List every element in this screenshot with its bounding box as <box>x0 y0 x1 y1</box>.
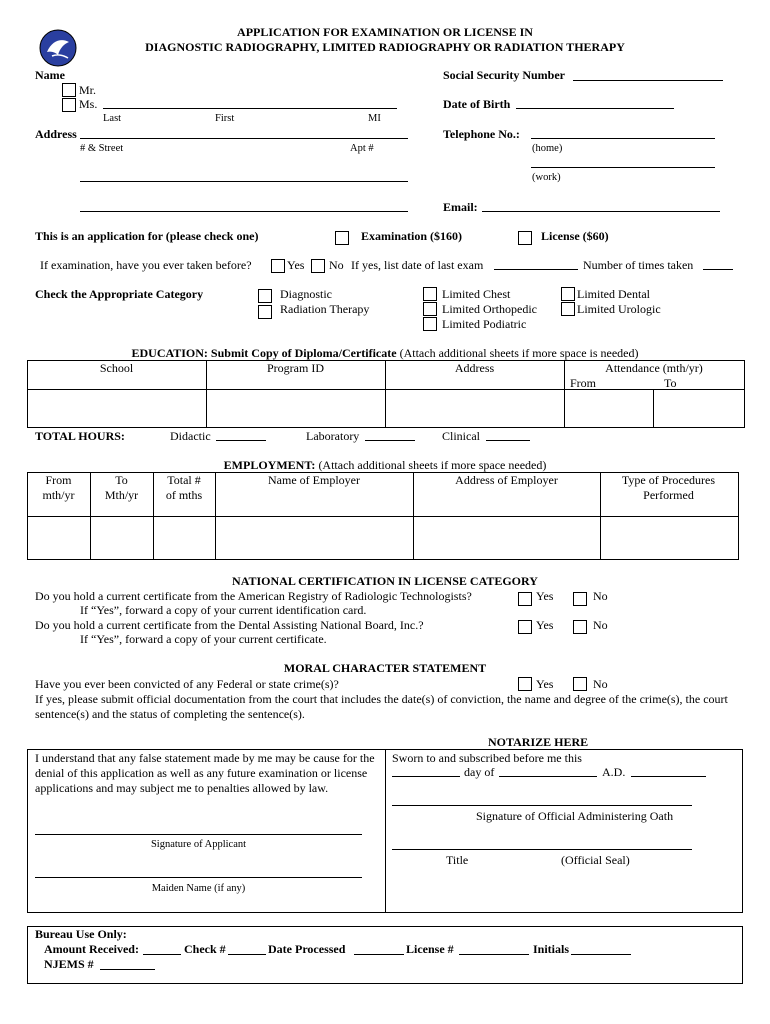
arrt-note: If “Yes”, forward a copy of your current identification card. <box>80 603 367 617</box>
radiation-therapy-label: Radiation Therapy <box>280 302 370 316</box>
name-label: Name <box>35 68 65 82</box>
limited-chest-label: Limited Chest <box>442 287 511 301</box>
sworn-text: Sworn to and subscribed before me this <box>392 751 582 765</box>
education-to-cell[interactable] <box>654 390 742 426</box>
employment-procedures-cell[interactable] <box>601 517 736 558</box>
danb-yes-label: Yes <box>536 618 554 632</box>
check-number-field[interactable] <box>228 954 266 955</box>
last-exam-date-field[interactable] <box>494 269 578 270</box>
mr-checkbox[interactable] <box>62 83 76 97</box>
arrt-question: Do you hold a current certificate from the American Registry of Radiologic Technologists? <box>35 589 472 603</box>
limited-podiatric-checkbox[interactable] <box>423 317 437 331</box>
education-address-cell[interactable] <box>386 390 563 426</box>
initials-label: Initials <box>533 942 570 956</box>
ms-checkbox[interactable] <box>62 98 76 112</box>
application-type-prompt: This is an application for (please check one) <box>35 229 259 243</box>
limited-urologic-checkbox[interactable] <box>561 302 575 316</box>
first-name-caption: First <box>215 113 235 124</box>
employment-from-unit: mth/yr <box>42 488 75 502</box>
employment-employer-header: Name of Employer <box>268 473 360 487</box>
taken-before-yes-label: Yes <box>287 258 305 272</box>
times-taken-label: Number of times taken <box>583 258 694 272</box>
apt-caption: Apt # <box>350 143 374 154</box>
amount-received-field[interactable] <box>143 954 181 955</box>
employment-address-cell[interactable] <box>414 517 599 558</box>
conviction-yes-checkbox[interactable] <box>518 677 532 691</box>
last-exam-prompt: If yes, list date of last exam <box>351 258 484 272</box>
dob-label: Date of Birth <box>443 97 511 111</box>
arrt-no-checkbox[interactable] <box>573 592 587 606</box>
total-hours-label: TOTAL HOURS: <box>35 429 125 443</box>
arrt-no-label: No <box>593 589 608 603</box>
danb-question: Do you hold a current certificate from the Dental Assisting National Board, Inc.? <box>35 618 424 632</box>
limited-dental-checkbox[interactable] <box>561 287 575 301</box>
amount-received-label: Amount Received: <box>44 942 139 956</box>
employment-to-cell[interactable] <box>91 517 152 558</box>
education-heading-bold: EDUCATION: Submit Copy of Diploma/Certificate <box>131 346 397 360</box>
limited-podiatric-label: Limited Podiatric <box>442 317 527 331</box>
examination-checkbox[interactable] <box>335 231 349 245</box>
limited-urologic-label: Limited Urologic <box>577 302 661 316</box>
check-number-label: Check # <box>184 942 226 956</box>
bureau-use-label: Bureau Use Only: <box>35 927 127 941</box>
didactic-label: Didactic <box>170 429 211 443</box>
conviction-no-label: No <box>593 677 608 691</box>
email-field[interactable] <box>482 211 720 212</box>
official-signature-caption: Signature of Official Administering Oath <box>476 809 674 823</box>
education-attendance-header: Attendance (mth/yr) <box>605 361 703 375</box>
education-to-header: To <box>664 376 677 390</box>
laboratory-label: Laboratory <box>306 429 360 443</box>
laboratory-field[interactable] <box>365 440 415 441</box>
title-caption: Title <box>446 853 469 867</box>
taken-before-yes-checkbox[interactable] <box>271 259 285 273</box>
declaration-text: I understand that any false statement made by me may be cause for the denial of this application as well as any future examination or license applications and may subject me to penalties allowed by law. <box>35 751 375 795</box>
ad-label: A.D. <box>602 765 626 779</box>
employment-from-header: From <box>45 473 72 487</box>
conviction-no-checkbox[interactable] <box>573 677 587 691</box>
official-signature-field[interactable] <box>392 805 692 806</box>
njems-label: NJEMS # <box>44 957 94 971</box>
address-line-1[interactable] <box>80 138 408 139</box>
danb-note: If “Yes”, forward a copy of your current certificate. <box>80 632 327 646</box>
day-of-label: day of <box>464 765 495 779</box>
njems-field[interactable] <box>100 969 155 970</box>
limited-orthopedic-checkbox[interactable] <box>423 302 437 316</box>
applicant-signature-field[interactable] <box>35 834 362 835</box>
ms-label: Ms. <box>79 97 98 111</box>
last-name-caption: Last <box>103 113 122 124</box>
taken-before-question: If examination, have you ever taken before? <box>40 258 252 272</box>
employment-total-unit: of mths <box>165 488 203 502</box>
conviction-note: If yes, please submit official documentation from the court that includes the date(s) of conviction, the name and degree of the crime(s), the court sentence(s) and the status of completing the sentence(s). <box>35 692 728 721</box>
date-processed-label: Date Processed <box>268 942 346 956</box>
employment-to-unit: Mth/yr <box>104 488 139 502</box>
limited-dental-label: Limited Dental <box>577 287 650 301</box>
danb-no-checkbox[interactable] <box>573 620 587 634</box>
arrt-yes-checkbox[interactable] <box>518 592 532 606</box>
work-caption: (work) <box>532 172 561 183</box>
education-address-header: Address <box>454 361 495 375</box>
education-from-cell[interactable] <box>565 390 652 426</box>
ssn-label: Social Security Number <box>443 68 565 82</box>
diagnostic-checkbox[interactable] <box>258 289 272 303</box>
form-title-line2: DIAGNOSTIC RADIOGRAPHY, LIMITED RADIOGRAPHY OR RADIATION THERAPY <box>145 40 625 54</box>
danb-no-label: No <box>593 618 608 632</box>
license-number-field[interactable] <box>459 954 529 955</box>
employment-from-cell[interactable] <box>28 517 89 558</box>
employment-to-header: To <box>115 473 128 487</box>
license-checkbox[interactable] <box>518 231 532 245</box>
applicant-signature-caption: Signature of Applicant <box>150 839 247 850</box>
address-label: Address <box>35 127 77 141</box>
taken-before-no-checkbox[interactable] <box>311 259 325 273</box>
education-program-header: Program ID <box>267 361 324 375</box>
notarize-heading: NOTARIZE HERE <box>488 735 589 749</box>
conviction-yes-label: Yes <box>536 677 554 691</box>
address-line-2[interactable] <box>80 181 408 182</box>
address-line-3[interactable] <box>80 211 408 212</box>
education-school-header: School <box>99 361 134 375</box>
street-caption: # & Street <box>80 143 124 154</box>
employment-address-header: Address of Employer <box>455 473 558 487</box>
license-number-label: License # <box>406 942 454 956</box>
date-processed-field[interactable] <box>354 954 404 955</box>
education-program-cell[interactable] <box>207 390 384 426</box>
mr-label: Mr. <box>79 83 97 97</box>
moral-character-heading: MORAL CHARACTER STATEMENT <box>283 661 487 675</box>
national-certification-heading: NATIONAL CERTIFICATION IN LICENSE CATEGORY <box>232 574 538 588</box>
conviction-question: Have you ever been convicted of any Federal or state crime(s)? <box>35 677 339 691</box>
sworn-day-field[interactable] <box>392 776 460 777</box>
arrt-yes-label: Yes <box>536 589 554 603</box>
employment-total-header: Total # <box>167 473 201 487</box>
employment-total-cell[interactable] <box>154 517 214 558</box>
dob-field[interactable] <box>516 108 674 109</box>
middle-initial-caption: MI <box>368 113 381 124</box>
examination-label: Examination ($160) <box>361 229 463 243</box>
taken-before-no-label: No <box>329 258 344 272</box>
employment-heading <box>0 458 770 473</box>
home-phone-field[interactable] <box>531 138 715 139</box>
clinical-field[interactable] <box>486 440 530 441</box>
employment-procedures-header: Type of Procedures <box>621 473 716 487</box>
home-caption: (home) <box>532 143 563 154</box>
education-heading <box>0 346 770 361</box>
employment-heading-note: (Attach additional sheets if more space needed) <box>318 458 547 472</box>
diagnostic-label: Diagnostic <box>280 287 332 301</box>
sworn-year-field[interactable] <box>631 776 706 777</box>
education-from-header: From <box>570 376 597 390</box>
didactic-field[interactable] <box>216 440 266 441</box>
education-school-cell[interactable] <box>28 390 205 426</box>
limited-chest-checkbox[interactable] <box>423 287 437 301</box>
limited-orthopedic-label: Limited Orthopedic <box>442 302 537 316</box>
clinical-label: Clinical <box>442 429 480 443</box>
employment-heading-bold: EMPLOYMENT: <box>223 458 316 472</box>
work-phone-field[interactable] <box>531 167 715 168</box>
phone-label: Telephone No.: <box>443 127 520 141</box>
official-title-field[interactable] <box>392 849 692 850</box>
official-seal-caption: (Official Seal) <box>561 853 630 867</box>
employment-employer-cell[interactable] <box>216 517 412 558</box>
form-title-line1: APPLICATION FOR EXAMINATION OR LICENSE IN <box>237 25 533 39</box>
times-taken-field[interactable] <box>703 269 733 270</box>
maiden-name-caption: Maiden Name (if any) <box>151 883 246 894</box>
initials-field[interactable] <box>571 954 631 955</box>
license-label: License ($60) <box>541 229 609 243</box>
danb-yes-checkbox[interactable] <box>518 620 532 634</box>
email-label: Email: <box>443 200 478 214</box>
maiden-name-field[interactable] <box>35 877 362 878</box>
ssn-field[interactable] <box>573 80 723 81</box>
sworn-month-field[interactable] <box>499 776 597 777</box>
radiation-therapy-checkbox[interactable] <box>258 305 272 319</box>
full-name-field[interactable] <box>103 108 397 109</box>
employment-procedures-header-line2: Performed <box>643 488 694 502</box>
education-heading-note: (Attach additional sheets if more space is needed) <box>399 346 639 360</box>
category-label: Check the Appropriate Category <box>35 287 204 301</box>
